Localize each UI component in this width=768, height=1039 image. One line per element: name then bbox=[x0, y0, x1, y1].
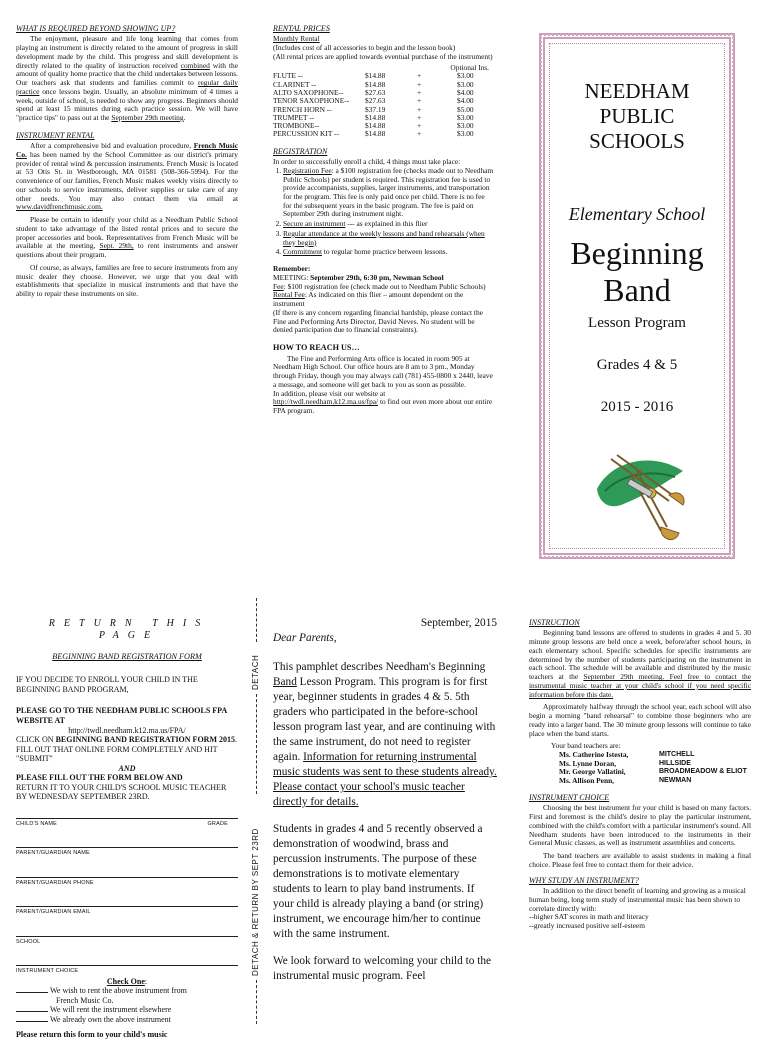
plus-sign: + bbox=[417, 71, 422, 81]
and-label: AND bbox=[118, 763, 136, 773]
instrument-choice-label: INSTRUMENT CHOICE bbox=[16, 968, 79, 975]
remember-label: Remember: bbox=[273, 264, 311, 274]
reach-us-body: The Fine and Performing Arts office is located in room 905 at Needham High School. Our office hours are 8 am to 3 pm., Monday through Friday, though you may always call (781) 455-0800 x 2440, leave a message, and someone will get back to you as soon as possible. bbox=[273, 353, 493, 389]
cover-years: 2015 - 2016 bbox=[600, 399, 674, 415]
choice-paragraph-1: Choosing the best instrument for your child is based on many factors. First and foremost is the child's desire to play the particular instrument, combined with the child's comfort with a particular instrument's sound. All Needham students have been introduced to the instruments in their General Music classes, as well as instrument assemblies and concerts. bbox=[529, 803, 751, 848]
instrument-name: TROMBONE-- bbox=[273, 121, 320, 131]
go-to-website: PLEASE GO TO THE NEEDHAM PUBLIC SCHOOLS FPA WEBSITE AT bbox=[16, 706, 227, 726]
letter-paragraph-2: Students in grades 4 and 5 recently observed a demonstration of woodwind, brass and percussion instruments. The purpose of these demonstrations is to motivate elementary students to learn to play band instruments. If your child is already playing a band (or string) instrument, we encourage him/her to continue with the same instrument. bbox=[273, 823, 484, 941]
why-heading: WHY STUDY AN INSTRUMENT? bbox=[529, 875, 639, 885]
click-instruction: CLICK ON BEGINNING BAND REGISTRATION FORM 2015. FILL OUT THAT ONLINE FORM COMPLETELY AND HIT "SUBMIT" bbox=[16, 735, 237, 764]
check-option-already-own[interactable]: We already own the above instrument bbox=[16, 1015, 238, 1024]
monthly-rental-label: Monthly Rental bbox=[273, 34, 320, 44]
registration-step: 1. Registration Fee: a $100 registration fee (checks made out to Needham Public Schools) per student is required. This registration fee is used to provide accompanists, supplies, larger instruments, and transportation for the program. This fee is only paid once per child. There is no fee for the subsequent years in the basic program. The fee is paid on September 29th during instrument night. bbox=[283, 167, 495, 219]
rental-heading: INSTRUMENT RENTAL bbox=[16, 130, 95, 140]
why-benefit: --greatly increased positive self-esteem bbox=[529, 921, 645, 930]
price-row bbox=[273, 130, 503, 138]
form-title: BEGINNING BAND REGISTRATION FORM bbox=[52, 651, 202, 661]
teachers-table bbox=[529, 751, 751, 785]
plus-sign: + bbox=[417, 112, 422, 122]
rental-price: $14.88 bbox=[365, 121, 386, 131]
parent-letter bbox=[273, 616, 497, 996]
plus-sign: + bbox=[417, 121, 422, 131]
parent-name-field[interactable] bbox=[16, 833, 238, 848]
letter-greeting: Dear Parents, bbox=[273, 632, 337, 645]
teacher-row bbox=[529, 777, 751, 786]
insurance-price: $4.00 bbox=[457, 87, 474, 97]
instrument-choice-field[interactable] bbox=[16, 951, 238, 966]
parent-email-label: PARENT/GUARDIAN EMAIL bbox=[16, 909, 91, 916]
detach-label: DETACH bbox=[251, 654, 260, 690]
price-table bbox=[273, 72, 503, 138]
monthly-note: (Includes cost of all accessories to begin and the lesson book) bbox=[273, 43, 456, 53]
meeting-info: MEETING: September 29th, 6:30 pm, Newman School bbox=[273, 272, 444, 282]
plus-sign: + bbox=[417, 96, 422, 106]
cover-elementary: Elementary School bbox=[568, 204, 706, 224]
cover-lesson-program: Lesson Program bbox=[588, 315, 686, 331]
insurance-price: $5.00 bbox=[457, 104, 474, 114]
insurance-price: $3.00 bbox=[457, 121, 474, 131]
return-instruction: RETURN IT TO YOUR CHILD'S SCHOOL MUSIC TEACHER BY WEDNESDAY SEPTEMBER 23RD. bbox=[16, 782, 227, 802]
instrument-name: FRENCH HORN -- bbox=[273, 104, 332, 114]
school-field[interactable] bbox=[16, 922, 238, 937]
french-music-link[interactable]: www.davidfrenchmusic.com. bbox=[16, 202, 103, 212]
registration-steps bbox=[273, 167, 495, 257]
registration-step: 3. Regular attendance at the weekly lessons and band rehearsals (when they begin) bbox=[283, 230, 495, 247]
insurance-price: $3.00 bbox=[457, 112, 474, 122]
registration-form-panel bbox=[16, 618, 238, 1039]
trombone-clipart-icon bbox=[591, 431, 691, 549]
detach-line bbox=[256, 694, 257, 794]
why-paragraph: In addition to the direct benefit of learning and growing as a musical human being, long term study of instrumental music has been shown to correlate directly with: bbox=[529, 886, 746, 913]
teacher-school: HILLSIDE bbox=[659, 759, 691, 767]
reach-us-heading: HOW TO REACH US… bbox=[273, 343, 360, 353]
instrument-name: TENOR SAXOPHONE-- bbox=[273, 96, 350, 106]
cover-title: Beginning Band bbox=[570, 235, 704, 308]
rental-price: $27.63 bbox=[365, 96, 386, 106]
teachers-intro: Your band teachers are: bbox=[551, 741, 621, 751]
check-option-french-name: French Music Co. bbox=[56, 995, 114, 1005]
teacher-name: Ms. Lynne Doran, bbox=[559, 758, 617, 768]
parent-name-label: PARENT/GUARDIAN NAME bbox=[16, 850, 90, 857]
middle-panel bbox=[273, 24, 495, 416]
rental-price: $14.88 bbox=[365, 79, 386, 89]
teacher-name: Ms. Catherine Istesta, bbox=[559, 749, 629, 759]
detach-return-label: DETACH & RETURN BY SEPT 23RD bbox=[251, 828, 260, 976]
parent-phone-field[interactable] bbox=[16, 863, 238, 878]
registration-step: 4. Commitment to regular home practice between lessons. bbox=[283, 248, 495, 257]
registration-intro: In order to successfully enroll a child, 4 things must take place: bbox=[273, 157, 461, 167]
fill-below: PLEASE FILL OUT THE FORM BELOW AND bbox=[16, 773, 183, 783]
teacher-school: BROADMEADOW & ELIOT bbox=[659, 768, 747, 776]
registration-url[interactable]: http://twdl.needham.k12.ma.us/FPA/ bbox=[68, 725, 186, 735]
rental-paragraph-3: Of course, as always, families are free to secure instruments from any music dealer they choose. However, we urge that you deal with establishments that specialize in musical instruments and that have the ability to repair these instruments on site. bbox=[16, 262, 238, 298]
requirements-body: The enjoyment, pleasure and life long learning that comes from playing an instrument is directly related to the amount of progress in skill development made by the child. This progress and skill development is directly related to the quality of instruction received combined with the amount of quality home practice that the child undertakes between lessons. Our teachers ask that students and families commit to regular daily practice once lessons begin. Usually, an absolute minimum of 4 times a week, outside of school, is needed to show any progress. Beginners should spend at least 15 minutes during each practice session. We will have "practice tips" to pass out at the September 29th meeting. bbox=[16, 34, 238, 123]
check-option-rent-french[interactable]: We wish to rent the above instrument from bbox=[16, 986, 238, 995]
left-panel bbox=[16, 24, 238, 303]
fee-info: Fee: $100 registration fee (check made out to Needham Public Schools) bbox=[273, 281, 486, 291]
plus-sign: + bbox=[417, 87, 422, 97]
insurance-price: $3.00 bbox=[457, 71, 474, 81]
teacher-school: NEWMAN bbox=[659, 776, 692, 784]
teacher-school: MITCHELL bbox=[659, 750, 695, 758]
reach-us-web: In addition, please visit our website at http://twdl.needham.k12.ma.us/fpa/ to find out even more about our entire FPA program. bbox=[273, 388, 493, 416]
right-bottom-panel bbox=[529, 618, 751, 931]
child-name-field[interactable] bbox=[16, 804, 238, 819]
instrument-name: FLUTE -- bbox=[273, 71, 303, 81]
letter-date: September, 2015 bbox=[420, 617, 497, 629]
insurance-price: $4.00 bbox=[457, 96, 474, 106]
parent-phone-label: PARENT/GUARDIAN PHONE bbox=[16, 879, 94, 886]
fpa-website-link[interactable]: http://twdl.needham.k12.ma.us/fpa/ bbox=[273, 397, 379, 407]
instrument-name: TRUMPET -- bbox=[273, 112, 315, 122]
instruction-paragraph-2: Approximately halfway through the school year, each school will also begin a morning "band rehearsal" to combine those beginners who are ready into a larger band. The 30 minute group lessons will continue to take place when the band starts. bbox=[529, 702, 751, 738]
hardship-note: (If there is any concern regarding financial hardship, please contact the Fine and Performing Arts Director, David Neves. No student will be denied participation due to financial constraints). bbox=[273, 307, 483, 335]
letter-paragraph-3: We look forward to welcoming your child to the instrumental music program. Feel bbox=[273, 955, 492, 983]
rental-paragraph-2: Please be certain to identify your child as a Needham Public School student to take advantage of the listed rental prices and to secure the proper accessories and book. Representatives from French Music will be available at the meeting, Sept. 29th, to rent instruments and answer questions about their program. bbox=[16, 215, 238, 260]
return-page-title: RETURN THIS PAGE bbox=[48, 618, 210, 641]
rental-price: $37.19 bbox=[365, 104, 386, 114]
plus-sign: + bbox=[417, 79, 422, 89]
form-intro: IF YOU DECIDE TO ENROLL YOUR CHILD IN THE BEGINNING BAND PROGRAM, bbox=[16, 675, 198, 694]
optional-insurance-header: Optional Ins. bbox=[450, 62, 489, 72]
instrument-name: ALTO SAXOPHONE-- bbox=[273, 87, 344, 97]
registration-step: 2. Secure an instrument --- as explained in this flier bbox=[283, 220, 495, 229]
letter-paragraph-1: This pamphlet describes Needham's Beginning Band Lesson Program. This program is for first year, beginner students in grades 4 & 5. 5th graders who participated in the before-school lesson program last year, and are continuing with the same instrument, do not need to register again. Information for returning instrumental music students was sent to these students already. Please contact your school's music teacher directly for details. bbox=[273, 661, 497, 809]
choice-paragraph-2: The band teachers are available to assist students in making a final choice. Please feel free to contact them for their advice. bbox=[529, 851, 751, 869]
instruction-paragraph-1: Beginning band lessons are offered to students in grades 4 and 5. 30 minute group lessons are held once a week, before/after school hours, in each elementary school. Specific schedules for specific instruments are determined by the number of students participating on the instrument in each school. The schedule will be available and distributed by the music teachers at the September 29th meeting. Feel free to contact the instrumental music teacher at your child's school if you need specific information before this date. bbox=[529, 628, 751, 699]
why-benefit: --higher SAT scores in math and literacy bbox=[529, 912, 649, 922]
check-option-rent-elsewhere[interactable]: We will rent the instrument elsewhere bbox=[16, 1005, 238, 1014]
teacher-name: Ms. Allison Penn, bbox=[559, 775, 615, 785]
rental-price: $14.88 bbox=[365, 112, 386, 122]
rental-fee-info: Rental Fee: As indicated on this flier – amount dependent on the instrument bbox=[273, 290, 464, 309]
detach-line bbox=[256, 598, 257, 642]
plus-sign: + bbox=[417, 104, 422, 114]
rental-price: $14.88 bbox=[365, 71, 386, 81]
cover-district: NEEDHAM PUBLIC SCHOOLS bbox=[584, 79, 690, 154]
rental-price: $27.63 bbox=[365, 87, 386, 97]
insurance-price: $3.00 bbox=[457, 129, 474, 139]
registration-heading: REGISTRATION bbox=[273, 146, 328, 156]
plus-sign: + bbox=[417, 129, 422, 139]
prices-heading: RENTAL PRICES bbox=[273, 24, 330, 33]
school-label: SCHOOL bbox=[16, 938, 41, 945]
rental-price: $14.88 bbox=[365, 129, 386, 139]
requirements-heading: WHAT IS REQUIRED BEYOND SHOWING UP? bbox=[16, 24, 176, 33]
instruction-heading: INSTRUCTION bbox=[529, 618, 580, 627]
detach-line bbox=[256, 980, 257, 1024]
cover-grades: Grades 4 & 5 bbox=[596, 357, 678, 373]
parent-email-field[interactable] bbox=[16, 892, 238, 907]
insurance-price: $3.00 bbox=[457, 79, 474, 89]
instrument-name: CLARINET -- bbox=[273, 79, 317, 89]
teacher-name: Mr. George Vallatini, bbox=[559, 767, 626, 777]
check-one-label: Check One: bbox=[106, 976, 148, 986]
grade-label: GRADE bbox=[207, 820, 228, 827]
child-name-label: CHILD'S NAME bbox=[16, 820, 58, 827]
instrument-name: PERCUSSION KIT -- bbox=[273, 129, 339, 139]
choice-heading: INSTRUMENT CHOICE bbox=[529, 793, 610, 803]
form-footer: Please return this form to your child's music bbox=[16, 1030, 168, 1039]
rental-paragraph-1: After a comprehensive bid and evaluation procedure, French Music Co. has been named by the School Committee as our district's primary provider of rental wind & percussion instruments. French Music is located at 53 Otis St. in Westborough, MA 01581 (508-366-5994). For the convenience of our families, French Music makes weekly visits directly to our schools to service instruments, deliver supplies or take care of any other needs. You may also contact them via email at www.davidfrenchmusic.com. bbox=[16, 141, 238, 212]
cover-panel bbox=[539, 33, 735, 559]
applied-note: (All rental prices are applied towards eventual purchase of the instrument) bbox=[273, 51, 493, 61]
